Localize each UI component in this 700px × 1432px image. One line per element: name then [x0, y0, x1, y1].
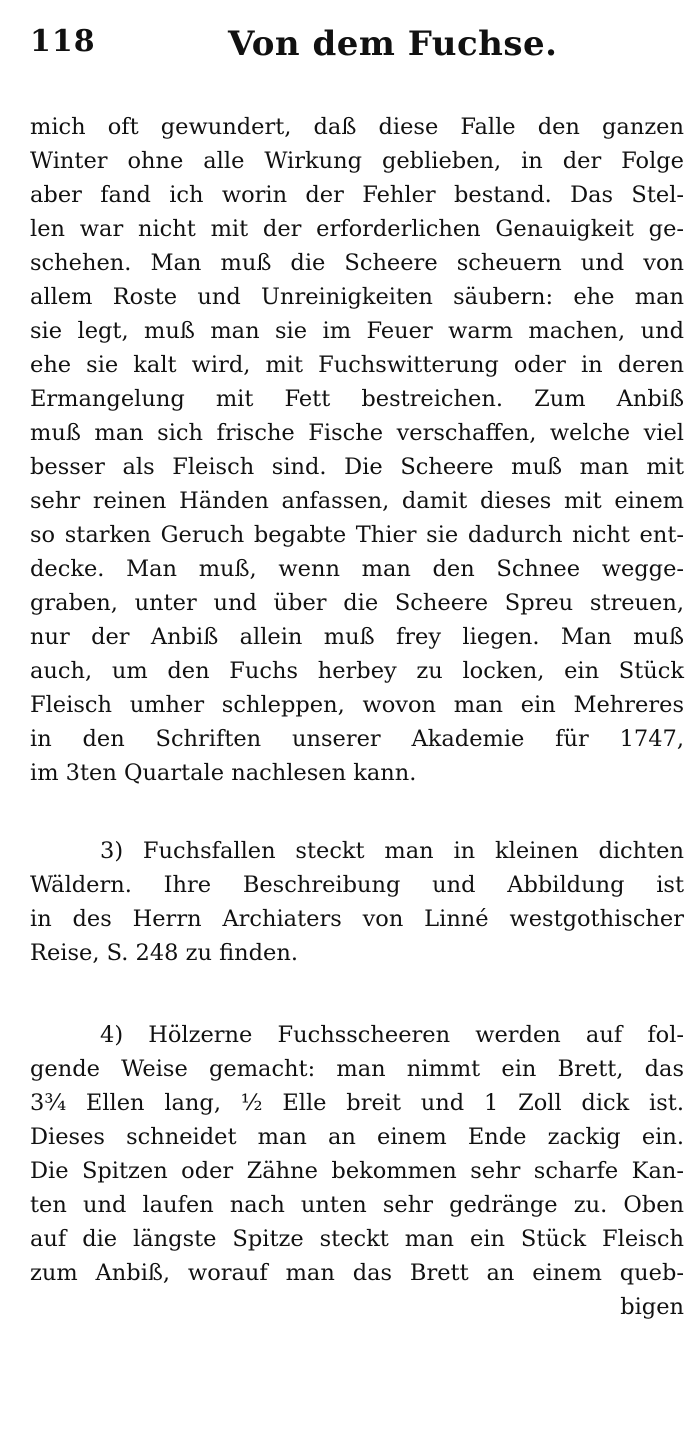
catchword: bigen: [620, 1294, 684, 1320]
text-line: im 3ten Quartale nachlesen kann.: [30, 760, 417, 786]
text-line: decke. Man muß, wenn man den Schnee wegge-: [30, 556, 684, 582]
text-line: len war nicht mit der erforderlichen Genauigkeit ge-: [30, 216, 684, 242]
text-line: Reise, S. 248 zu finden.: [30, 940, 298, 966]
text-line: allem Roste und Unreinigkeiten säubern: ehe man: [30, 284, 684, 310]
text-line: so starken Geruch begabte Thier sie dadurch nicht ent-: [30, 522, 684, 548]
text-line: zum Anbiß, worauf man das Brett an einem queb-: [30, 1260, 684, 1286]
text-line: sehr reinen Händen anfassen, damit dieses mit einem: [30, 488, 684, 514]
text-line: 3¾ Ellen lang, ½ Elle breit und 1 Zoll dick ist.: [30, 1090, 684, 1116]
text-line: 4) Hölzerne Fuchsscheeren werden auf fol-: [100, 1022, 684, 1048]
text-line: graben, unter und über die Scheere Spreu streuen,: [30, 590, 684, 616]
text-line: auf die längste Spitze steckt man ein Stück Fleisch: [30, 1226, 684, 1252]
text-line: auch, um den Fuchs herbey zu locken, ein Stück: [30, 658, 684, 684]
text-line: ten und laufen nach unten sehr gedränge zu. Oben: [30, 1192, 684, 1218]
text-line: ehe sie kalt wird, mit Fuchswitterung oder in deren: [30, 352, 684, 378]
text-line: Winter ohne alle Wirkung geblieben, in der Folge: [30, 148, 684, 174]
text-line: nur der Anbiß allein muß frey liegen. Man muß: [30, 624, 684, 650]
text-line: Die Spitzen oder Zähne bekommen sehr scharfe Kan-: [30, 1158, 684, 1184]
text-line: muß man sich frische Fische verschaffen, welche viel: [30, 420, 684, 446]
text-line: in den Schriften unserer Akademie für 1747,: [30, 726, 684, 752]
text-line: aber fand ich worin der Fehler bestand. Das Stel-: [30, 182, 684, 208]
text-line: mich oft gewundert, daß diese Falle den ganzen: [30, 114, 684, 140]
page-number: 118: [30, 24, 96, 59]
text-line: Fleisch umher schleppen, wovon man ein Mehreres: [30, 692, 684, 718]
text-line: Ermangelung mit Fett bestreichen. Zum Anbiß: [30, 386, 684, 412]
text-line: Wäldern. Ihre Beschreibung und Abbildung ist: [30, 872, 684, 898]
text-line: in des Herrn Archiaters von Linné westgothischer: [30, 906, 684, 932]
text-line: schehen. Man muß die Scheere scheuern und von: [30, 250, 684, 276]
text-line: gende Weise gemacht: man nimmt ein Brett, das: [30, 1056, 684, 1082]
text-line: besser als Fleisch sind. Die Scheere muß man mit: [30, 454, 684, 480]
running-head: Von dem Fuchse.: [228, 24, 558, 64]
text-line: Dieses schneidet man an einem Ende zackig ein.: [30, 1124, 684, 1150]
text-line: 3) Fuchsfallen steckt man in kleinen dichten: [100, 838, 684, 864]
text-line: sie legt, muß man sie im Feuer warm machen, und: [30, 318, 684, 344]
